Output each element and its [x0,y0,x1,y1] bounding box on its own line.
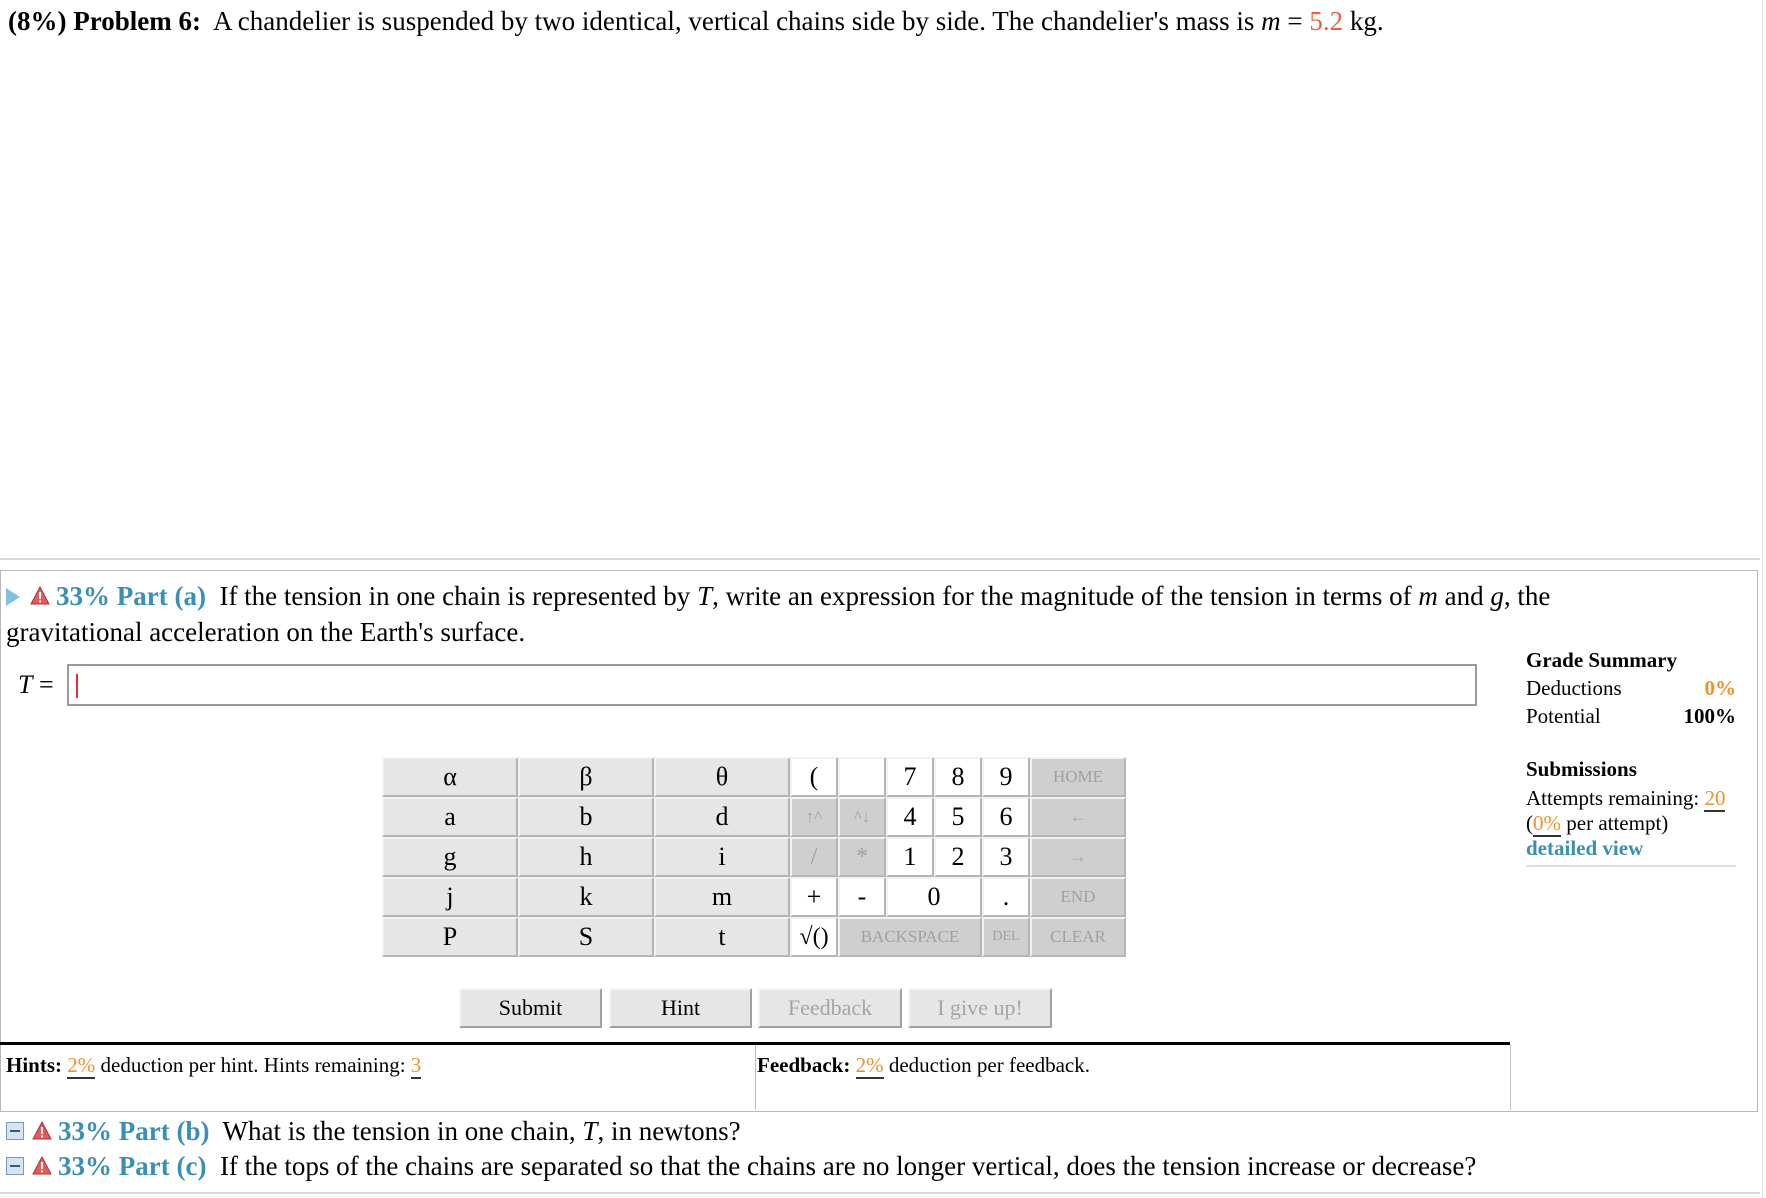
problem-mass-value: 5.2 [1309,6,1344,36]
expand-play-icon[interactable] [6,588,20,606]
text-caret [76,674,78,698]
collapse-icon[interactable] [6,1157,24,1175]
part-c-text: If the tops of the chains are separated so that the chains are no longer vertical, does the tension increase or decrease? [219,1151,1477,1181]
hints-info [0,1045,756,1110]
give-up-button[interactable]: I give up! [908,988,1052,1028]
part-b-label: Part (b) [118,1116,210,1146]
potential-value: 100% [1683,704,1736,728]
divider [0,558,1760,560]
submissions [1526,757,1736,867]
key-0[interactable]: 0 [886,877,982,917]
warning-icon [30,586,50,606]
key-5[interactable]: 5 [934,797,982,837]
answer-input[interactable] [67,664,1477,706]
key-1[interactable]: 1 [886,837,934,877]
part-c-row[interactable] [6,1151,1476,1182]
part-a-question [6,578,1646,650]
hints-remaining: 3 [410,1053,422,1077]
feedback-button[interactable]: Feedback [758,988,902,1028]
key-j[interactable]: j [382,877,518,917]
key-2[interactable]: 2 [934,837,982,877]
deductions-label: Deductions [1526,676,1622,700]
part-a-var-t: T [697,581,713,611]
warning-icon [32,1121,52,1141]
key-end[interactable]: END [1030,877,1126,917]
key-9[interactable]: 9 [982,757,1030,797]
key-minus[interactable]: - [838,877,886,917]
key-8[interactable]: 8 [934,757,982,797]
part-a-var-m: m [1418,581,1438,611]
part-b-percent: 33% [58,1116,112,1146]
key-del[interactable]: DEL [982,917,1030,957]
part-a-var-g: g [1490,581,1504,611]
part-b-var-t: T [582,1116,598,1146]
keypad [382,757,1126,957]
key-sqrt[interactable]: √() [790,917,838,957]
key-a[interactable]: a [382,797,518,837]
divider [0,1192,1760,1194]
problem-label: Problem 6: [73,6,201,36]
problem-percent: (8%) [8,6,67,36]
key-superscript[interactable]: ↑^ [790,797,838,837]
potential-label: Potential [1526,704,1601,728]
key-right-arrow[interactable]: → [1030,837,1126,877]
hints-label: Hints: [6,1053,63,1077]
key-3[interactable]: 3 [982,837,1030,877]
problem-mass-var: m [1261,6,1281,36]
hints-deduction: 2% [67,1053,96,1077]
hint-button[interactable]: Hint [609,988,752,1028]
part-a-percent: 33% [56,581,110,611]
part-a-text-2: , write an expression for the magnitude of the tension in terms of [712,581,1412,611]
attempts-label: Attempts remaining: [1526,786,1700,810]
problem-equals: = [1287,6,1303,36]
key-multiply[interactable]: * [838,837,886,877]
attempts-value: 20 [1704,786,1726,810]
key-i[interactable]: i [654,837,790,877]
key-k[interactable]: k [518,877,654,917]
key-b[interactable]: b [518,797,654,837]
key-divide[interactable]: / [790,837,838,877]
detailed-view-link[interactable]: detailed view [1526,836,1644,860]
key-backspace[interactable]: BACKSPACE [838,917,982,957]
key-h[interactable]: h [518,837,654,877]
grade-summary-title: Grade Summary [1526,648,1678,672]
part-a-and: and [1444,581,1484,611]
submit-button[interactable]: Submit [459,988,602,1028]
key-p[interactable]: P [382,917,518,957]
key-m[interactable]: m [654,877,790,917]
part-a-text-3: , the gravitational acceleration on the Earth's surface. [6,581,1551,647]
key-subscript[interactable]: ^↓ [838,797,886,837]
problem-statement: A chandelier is suspended by two identical, vertical chains side by side. The chandelier's mass is [212,6,1255,36]
key-s[interactable]: S [518,917,654,957]
feedback-text: deduction per feedback. [888,1053,1090,1077]
warning-icon [32,1156,52,1176]
key-d[interactable]: d [654,797,790,837]
key-alpha[interactable]: α [382,757,518,797]
per-attempt-label: per attempt) [1566,811,1669,835]
key-theta[interactable]: θ [654,757,790,797]
problem-mass-unit: kg. [1349,6,1384,36]
deductions-value: 0% [1704,676,1736,700]
hints-text: deduction per hint. Hints remaining: [100,1053,406,1077]
part-b-row[interactable] [6,1116,741,1147]
key-g[interactable]: g [382,837,518,877]
key-close-paren[interactable]: ) [838,757,886,797]
key-left-arrow[interactable]: ← [1030,797,1126,837]
part-a-label: Part (a) [116,581,206,611]
part-c-label: Part (c) [118,1151,207,1181]
submissions-title: Submissions [1526,757,1637,781]
key-beta[interactable]: β [518,757,654,797]
feedback-label: Feedback: [757,1053,851,1077]
part-b-text-2: , in newtons? [597,1116,741,1146]
key-4[interactable]: 4 [886,797,934,837]
key-t[interactable]: t [654,917,790,957]
key-home[interactable]: HOME [1030,757,1126,797]
part-c-percent: 33% [58,1151,112,1181]
answer-label-eq: = [38,670,54,699]
problem-header [8,6,1384,37]
feedback-info [755,1045,1511,1110]
answer-label-var: T [18,670,33,699]
per-attempt-open: ( [1526,811,1533,835]
key-plus[interactable]: + [790,877,838,917]
part-a-text-1: If the tension in one chain is represented by [219,581,691,611]
collapse-icon[interactable] [6,1122,24,1140]
key-7[interactable]: 7 [886,757,934,797]
per-attempt-value: 0% [1533,811,1561,835]
answer-label [18,670,54,700]
page-edge [1762,0,1763,1198]
part-b-text-1: What is the tension in one chain, [222,1116,576,1146]
key-6[interactable]: 6 [982,797,1030,837]
key-clear[interactable]: CLEAR [1030,917,1126,957]
grade-summary [1526,648,1736,729]
key-dot[interactable]: . [982,877,1030,917]
key-open-paren[interactable]: ( [790,757,838,797]
feedback-deduction: 2% [855,1053,884,1077]
